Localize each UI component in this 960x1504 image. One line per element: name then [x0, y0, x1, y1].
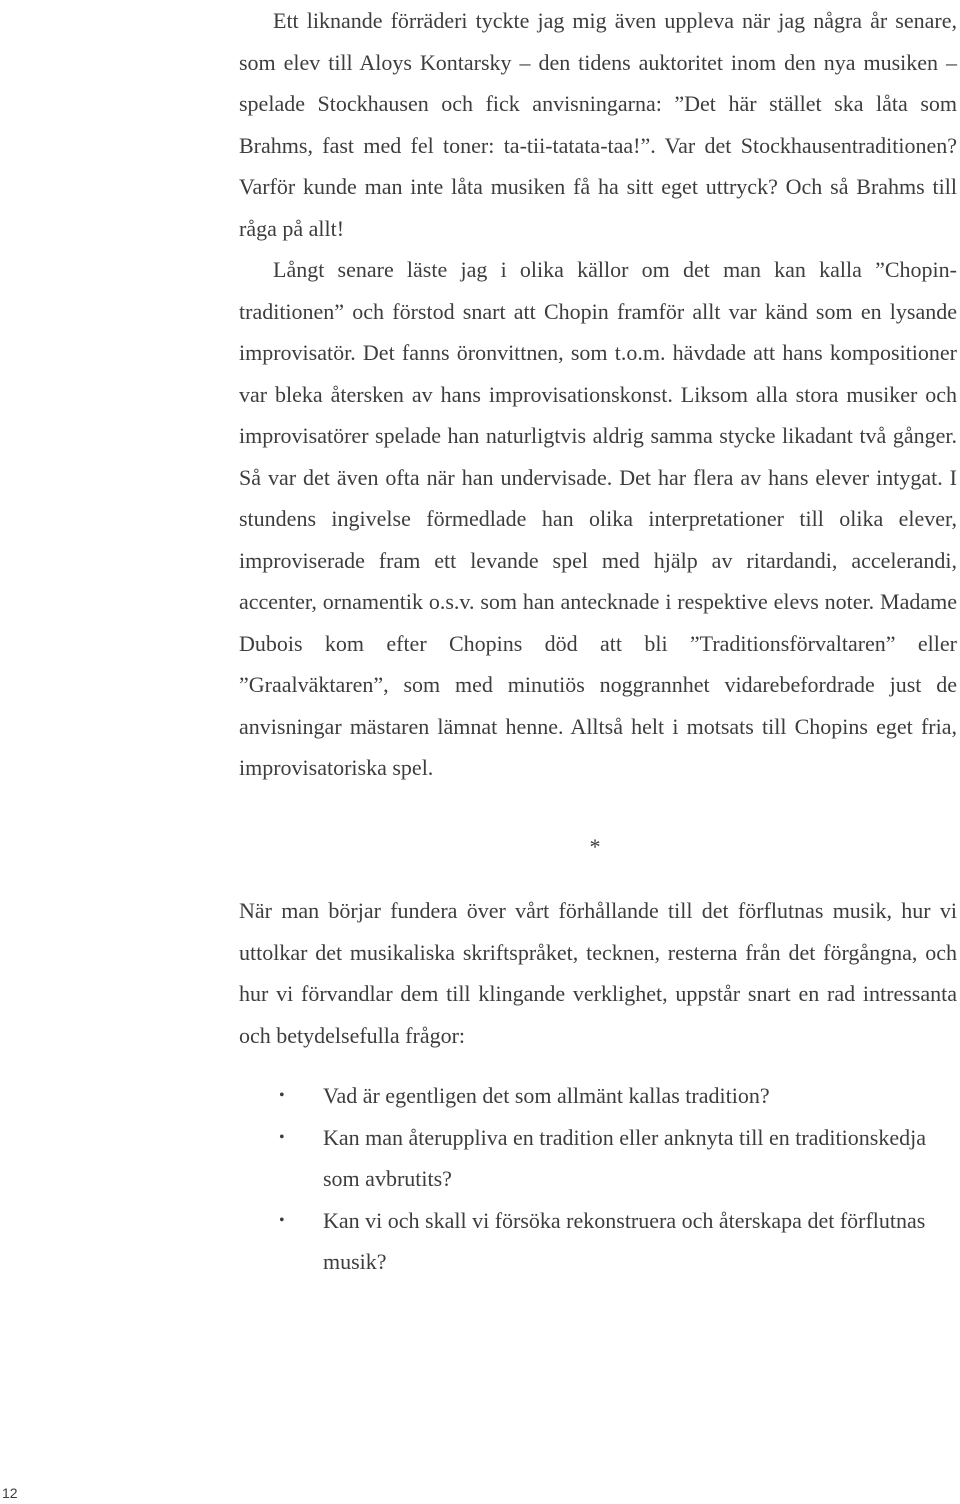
question-text: Vad är egentligen det som allmänt kallas tradition?	[323, 1083, 770, 1108]
paragraph-kontarsky: Ett liknande förräderi tyckte jag mig även uppleva när jag några år senare, som elev till Aloys Kontarsky – den tidens auktoritet inom den nya musiken – spelade Stockhausen och fick anvisningarna: ”Det här stället ska låta som Brahms, fast med fel toner: ta-tii-tatata-taa!”. Var det Stockhausentraditionen? Varför kunde man inte låta musiken få ha sitt eget uttryck? Och så Brahms till råga på allt!	[239, 8, 957, 241]
list-item	[239, 1075, 957, 1117]
bullet-icon: •	[279, 1087, 285, 1104]
bullet-icon: •	[279, 1128, 285, 1146]
list-item	[239, 1117, 957, 1200]
list-item	[239, 1200, 957, 1283]
question-list	[239, 1075, 957, 1283]
paragraph-questions-intro: När man börjar fundera över vårt förhållande till det förflutnas musik, hur vi uttolkar det musikaliska skriftspråket, tecknen, resterna från det förgångna, och hur vi förvandlar dem till klingande verklighet, uppstår snart en rad intressanta och betydelsefulla frågor:	[239, 898, 957, 1048]
bullet-icon: •	[279, 1211, 285, 1229]
question-text: Kan man återuppliva en tradition eller anknyta till en traditionskedja som avbrutits?	[323, 1124, 926, 1191]
section-break-asterisk: *	[589, 834, 601, 859]
question-text: Kan vi och skall vi försöka rekonstruera och återskapa det förflutnas musik?	[323, 1207, 926, 1274]
text-column	[239, 0, 957, 1274]
page-number: 12	[2, 1485, 18, 1501]
paragraph-chopin-tradition: Långt senare läste jag i olika källor om det man kan kalla ”Chopintraditionen” och förstod snart att Chopin framför allt var känd som en lysande improvisatör. Det fanns öronvittnen, som t.o.m. hävdade att hans kompositioner var bleka återsken av hans improvisationskonst. Liksom alla stora musiker och improvisatörer spelade han naturligtvis aldrig samma stycke likadant två gånger. Så var det även ofta när han undervisade. Det har flera av hans elever intygat. I stundens ingivelse förmedlade han olika interpretationer till olika elever, improviserade fram ett levande spel med hjälp av ritardandi, accelerandi, accenter, ornamentik o.s.v. som han antecknade i respektive elevs noter. Madame Dubois kom efter Chopins död att bli ”Traditionsförvaltaren” eller ”Graalväktaren”, som med minutiös noggrannhet vidarebefordrade just de anvisningar mästaren lämnat henne. Alltså helt i motsats till Chopins eget fria, improvisatoriska spel.	[239, 257, 957, 780]
